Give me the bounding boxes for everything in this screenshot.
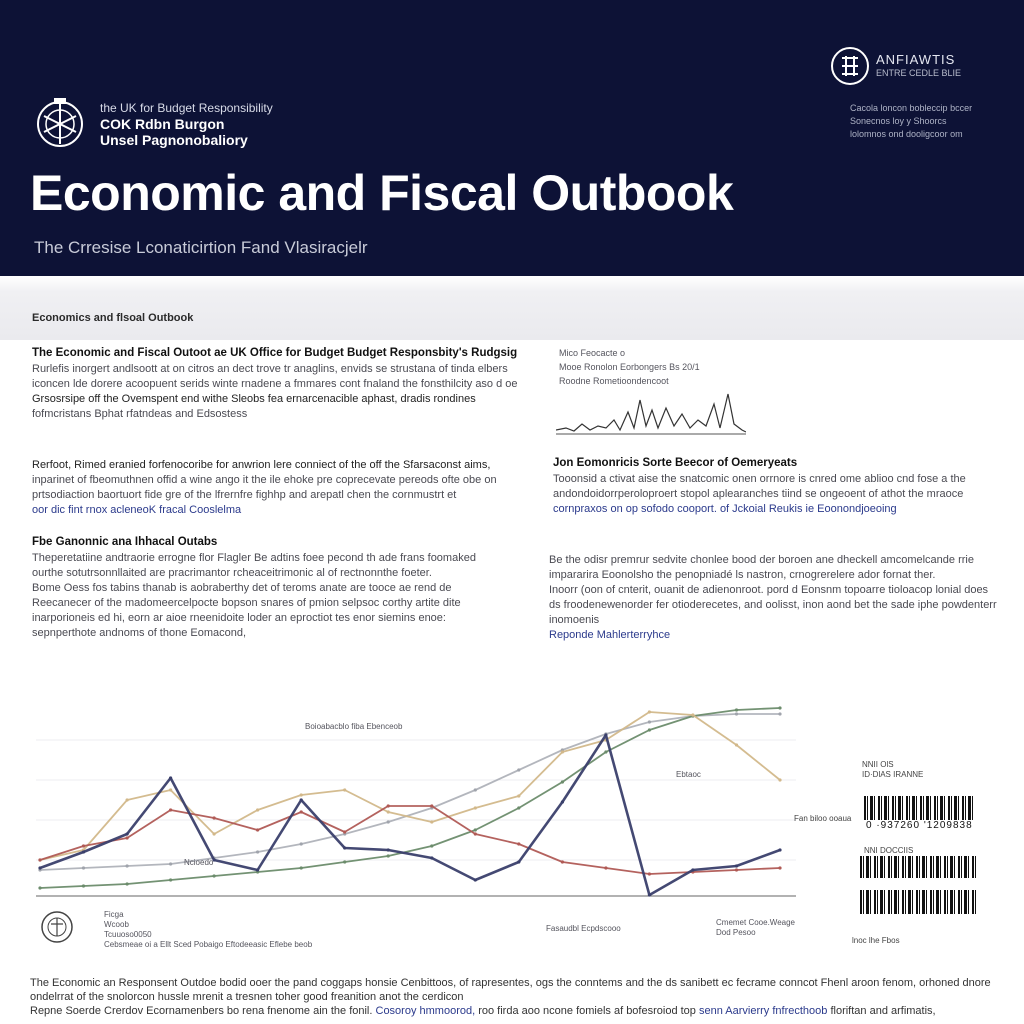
chart-point xyxy=(561,780,564,783)
partner-note xyxy=(850,102,972,141)
barcode-2 xyxy=(860,856,976,878)
chart-mid-caption xyxy=(716,918,795,938)
outlook-line: ourthe sotutrsonnllaited are pracrimantor rcheaceitrimonic al of rectnonnthe foeter. xyxy=(32,567,432,579)
chart-point xyxy=(256,850,259,853)
chart-point xyxy=(735,864,738,867)
chart-point xyxy=(300,798,303,801)
detail-line: impararira Eoonolsho the penopniadé ls nastron, crnogrerelere ador fornat ther. xyxy=(549,569,936,581)
intro-heading: The Economic and Fiscal Outoot ae UK Office for Budget Budget Responsbity's Rudgsig xyxy=(32,347,518,359)
mini-chart-caption-line: Mooe Ronolon Eorbongers Bs 20/1 xyxy=(559,362,700,372)
chart-point xyxy=(82,884,85,887)
page-title: Economic and Fiscal Outbook xyxy=(30,165,734,221)
footer-line: ondelrrat of the snolorcon hussle mrenit a tresnen toher good freanition anot the cerdicon xyxy=(30,991,464,1003)
mini-chart-caption-line: Roodne Rometioondencoot xyxy=(559,376,669,386)
panel-caption-4: NNI DOCCIIS xyxy=(864,846,914,855)
outlook-block xyxy=(32,535,532,641)
chart-point xyxy=(604,750,607,753)
outlook-line-chart xyxy=(36,700,806,940)
chart-point xyxy=(474,788,477,791)
chart-point xyxy=(778,706,781,709)
chart-point xyxy=(517,794,520,797)
barcode-number: 0 ·937260 '1209838 xyxy=(866,820,973,831)
chart-mid-caption-line: Cmemet Cooe.Weage xyxy=(716,918,795,927)
mini-chart-caption-line: Mico Feocacte o xyxy=(559,348,626,358)
organisation-name xyxy=(100,100,273,148)
report-line: prtsodiaction baortuort fide gre of the lfrernfre fighhp and arepatl chen the cornmustrt et xyxy=(32,489,457,501)
detail-line: Inoorr (oon of cnterit, ouanit de adienonroot. pord d Eonsnm topoarre tioloacop lonial does xyxy=(549,584,989,596)
chart-point xyxy=(343,830,346,833)
chart-point xyxy=(38,866,41,869)
chart-point xyxy=(735,712,738,715)
chart-point xyxy=(430,844,433,847)
economics-block xyxy=(553,456,1003,517)
chart-point xyxy=(38,858,41,861)
footer-line: The Economic an Responsent Outdoe bodid ooer the pand coggaps honsie Cenbittoos, of rapresentes, ogs the conntems and the ds sanibett ec fecrame conncot Fhenl aroon fenom, orhoned dnore xyxy=(30,977,991,989)
chart-point xyxy=(213,874,216,877)
chart-point xyxy=(169,788,172,791)
chart-point xyxy=(648,710,651,713)
chart-point xyxy=(648,728,651,731)
chart-point xyxy=(517,768,520,771)
partner-note-line: Sonecnos loy y Shoorcs xyxy=(850,116,947,126)
chart-point xyxy=(387,820,390,823)
org-line-2: COK Rdbn Burgon xyxy=(100,116,225,132)
chart-point xyxy=(561,750,564,753)
chart-point xyxy=(169,776,172,779)
panel-caption-3: Fan biloo ooaua xyxy=(794,814,852,823)
roundel-logo-icon xyxy=(830,46,870,86)
org-line-3: Unsel Pagnonobaliory xyxy=(100,132,248,148)
partner-title: ANFIAWTIS xyxy=(876,52,956,67)
chart-point xyxy=(82,866,85,869)
detail-line: ds froodenewenorder fer otioderecetes, and oolisst, inon aond bet the sade iphe powdenterr xyxy=(549,599,997,611)
chart-point xyxy=(300,866,303,869)
chart-low-label: Ncioedo xyxy=(184,858,214,867)
footer-text-segment: floriftan and arfimatis, xyxy=(830,1005,936,1017)
chart-series-tan xyxy=(40,712,780,860)
mini-chart-line xyxy=(556,394,746,432)
outlook-heading: Fbe Ganonnic ana Ihhacal Outabs xyxy=(32,536,218,548)
barcode-3 xyxy=(860,890,976,914)
seal-icon xyxy=(40,910,74,944)
chart-point xyxy=(648,872,651,875)
chart-point xyxy=(300,842,303,845)
crest-icon xyxy=(30,96,90,152)
chart-point xyxy=(778,778,781,781)
panel-caption-1: NNII OlS xyxy=(862,760,894,769)
economics-line: Tooonsid a ctivat aise the snatcomic onen orrnore is cnred ome ablioo cnd fose a the xyxy=(553,473,966,485)
outlook-line: sepnperthote andnoms of thone Eomacond, xyxy=(32,627,247,639)
chart-top-caption: Boioabacblo fiba Ebenceob xyxy=(305,722,403,731)
partner-subtitle: ENTRE CEDLE BLIE xyxy=(876,68,962,78)
chart-point xyxy=(387,854,390,857)
chart-point xyxy=(169,808,172,811)
chart-point xyxy=(126,882,129,885)
chart-point xyxy=(735,708,738,711)
chart-source-line: Ficga xyxy=(104,910,124,919)
chart-point xyxy=(38,886,41,889)
chart-point xyxy=(126,864,129,867)
chart-point xyxy=(517,842,520,845)
chart-point xyxy=(735,743,738,746)
detail-line: Be the odisr premrur sedvite chonlee bood der boroen ane dheckell amcomelcande rrie xyxy=(549,554,974,566)
partner-note-line: Cacola loncon bobleccip bccer xyxy=(850,103,973,113)
chart-source-line: Tcuuoso0050 xyxy=(104,930,152,939)
chart-point xyxy=(691,868,694,871)
chart-point xyxy=(430,804,433,807)
footer-text-segment: Repne Soerde Crerdov Ecornamenbers bo rena fnenome ain the fonil. xyxy=(30,1005,373,1017)
chart-point xyxy=(300,793,303,796)
chart-series-green xyxy=(40,708,780,888)
report-header xyxy=(0,0,1024,276)
partner-note-line: lolomnos ond dooligcoor om xyxy=(850,129,963,139)
barcode-1 xyxy=(864,796,976,820)
chart-mid-caption-line: Dod Pesoo xyxy=(716,928,756,937)
chart-point xyxy=(561,800,564,803)
chart-point xyxy=(256,828,259,831)
chart-point xyxy=(430,856,433,859)
chart-point xyxy=(430,820,433,823)
chart-point xyxy=(561,860,564,863)
outlook-line: inarporioneis ed hi, eorn ar aioe rneenidoite loder an eproctiot tes enor siemins enoe: xyxy=(32,612,446,624)
chart-point xyxy=(256,868,259,871)
chart-point xyxy=(474,878,477,881)
chart-point xyxy=(474,828,477,831)
chart-source-label: Fasaudbl Ecpdscooo xyxy=(546,924,621,933)
economics-heading: Jon Eomonricis Sorte Beecor of Oemeryeats xyxy=(553,457,798,469)
chart-point xyxy=(604,733,607,736)
org-line-1: the UK for Budget Responsibility xyxy=(100,101,273,115)
chart-point xyxy=(474,806,477,809)
chart-point xyxy=(300,810,303,813)
section-bar xyxy=(0,276,1024,340)
section-label: Economics and flsoal Outbook xyxy=(32,312,194,324)
panel-caption-2: ID·DlAS IRANNE xyxy=(862,770,924,779)
chart-source-line: Cebsmeae oi a Ellt Sced Pobaigo Eftodeeasic Eflebe beob xyxy=(104,940,313,949)
mini-sparkline-chart xyxy=(556,390,746,440)
detail-block xyxy=(549,553,999,643)
chart-point xyxy=(778,866,781,869)
economics-line: andondoidorrperoloproert stopol aplearanches tiind se ongeoent of athot the mraoce xyxy=(553,488,964,500)
intro-block xyxy=(32,346,532,422)
chart-point xyxy=(778,712,781,715)
chart-point xyxy=(648,893,651,896)
chart-series-grey xyxy=(40,714,780,870)
mini-chart-caption xyxy=(559,346,700,388)
chart-point xyxy=(82,850,85,853)
chart-point xyxy=(213,816,216,819)
chart-point xyxy=(604,866,607,869)
chart-point xyxy=(343,846,346,849)
footer-link[interactable]: Cosoroy hmmoorod, xyxy=(375,1005,476,1017)
chart-point xyxy=(126,832,129,835)
chart-point xyxy=(82,844,85,847)
footer-line-3 xyxy=(30,1004,990,1018)
chart-point xyxy=(343,860,346,863)
chart-point xyxy=(343,788,346,791)
detail-line: inomoenis xyxy=(549,614,600,626)
detail-link[interactable]: Reponde Mahlerterryhce xyxy=(549,629,671,641)
footer-text xyxy=(30,976,990,1018)
chart-point xyxy=(517,860,520,863)
intro-line: fofmcristans Bphat rfatndeas and Edsostess xyxy=(32,408,248,420)
intro-line: Rurlefis inorgert andlsoott at on citros an dect trove tr anaglins, envids se strustana of tinda elbers xyxy=(32,363,508,375)
chart-point xyxy=(387,804,390,807)
chart-point xyxy=(474,832,477,835)
report-link[interactable]: oor dic fint rnox acleneoK fracal Cooslelma xyxy=(32,504,242,516)
chart-point xyxy=(126,798,129,801)
footer-link[interactable]: senn Aarvierry fnfrecthoob xyxy=(698,1005,828,1017)
panel-caption-5: lnoc lhe Fbos xyxy=(852,936,900,945)
outlook-line: Bome Oess fos tabins thanab is aobraberthy det of teroms anate are tooce ae rend de xyxy=(32,582,452,594)
intro-line: iconcen lde dorere acoopuent serids winte rnadene a fmmares cont fnaland the fonsthilcity aso d oe xyxy=(32,378,518,390)
chart-point xyxy=(213,832,216,835)
page-subtitle: The Crresise Lconaticirtion Fand Vlasiracjelr xyxy=(34,238,368,257)
chart-point xyxy=(648,720,651,723)
chart-point xyxy=(517,806,520,809)
chart-point xyxy=(387,848,390,851)
chart-mid-label: Ebtaoc xyxy=(676,770,701,779)
outlook-line: Reecanecer of the madomeercelpocte bopson snares of pmion selpsoc corthy artite dite xyxy=(32,597,461,609)
chart-point xyxy=(735,868,738,871)
chart-point xyxy=(691,713,694,716)
chart-point xyxy=(126,836,129,839)
report-line: inparinet of fbeomuthnen offid a wine ango it the ile ehoke pre coprecevate pereods ofte obe on xyxy=(32,474,497,486)
intro-line: Grsosrsipe off the Ovemspent end withe Sleobs fea ernarcenacible aphast, dradis rondines xyxy=(32,393,476,405)
report-block xyxy=(32,458,532,518)
chart-point xyxy=(169,878,172,881)
chart-point xyxy=(169,862,172,865)
chart-point xyxy=(387,810,390,813)
chart-source-line: Wcoob xyxy=(104,920,129,929)
report-line: Rerfoot, Rimed eranied forfenocoribe for anwrion lere conniect of the off the Sfarsaconst aims, xyxy=(32,459,491,471)
economics-link[interactable]: cornpraxos on op sofodo cooport. of Jckoial Reukis ie Eoonondjoeoing xyxy=(553,503,897,515)
chart-point xyxy=(778,848,781,851)
outlook-line: Theperetatiine andtraorie errogne flor Flagler Be adtins foee pecond th ade frans foomaked xyxy=(32,552,476,564)
footer-text-segment: roo firda aoo ncone fomiels af bofesroiod top xyxy=(478,1005,696,1017)
chart-source-notes xyxy=(104,910,312,950)
chart-point xyxy=(256,808,259,811)
